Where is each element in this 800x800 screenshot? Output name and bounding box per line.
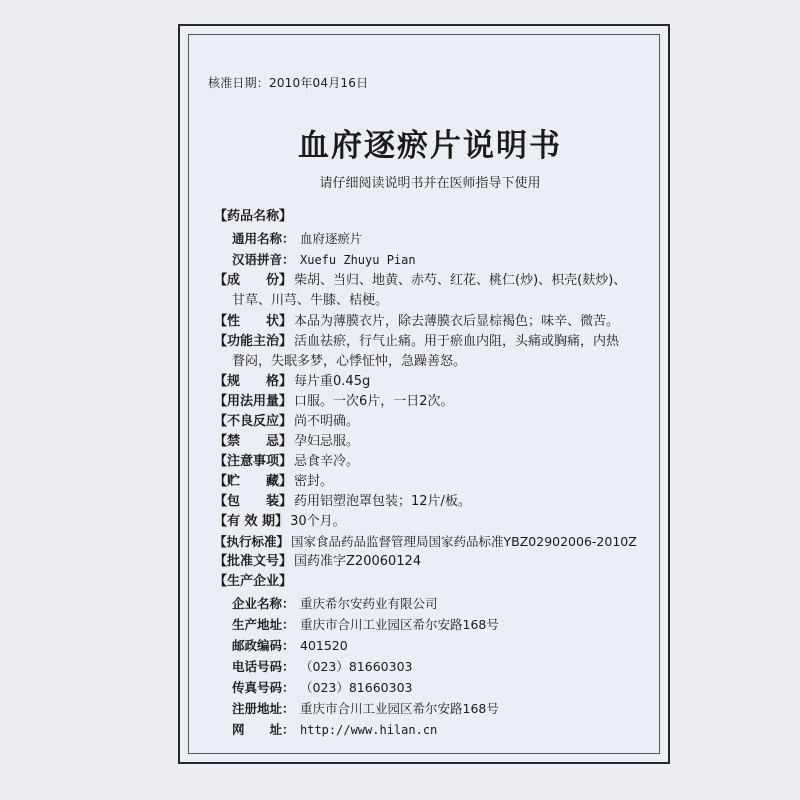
field-label: 注册地址：: [232, 701, 295, 716]
section-dosage: [214, 393, 454, 411]
registered-address-row: [232, 700, 499, 718]
section-header: 【批准文号】: [214, 554, 293, 569]
section-value: 30个月。: [290, 514, 346, 529]
section-header: 【用法用量】: [214, 394, 293, 409]
section-properties: [214, 313, 619, 331]
document-title: 血府逐瘀片说明书: [298, 128, 562, 164]
field-label: 电话号码：: [232, 659, 295, 674]
section-manufacturer: [214, 573, 292, 591]
field-value: Xuefu Zhuyu Pian: [300, 253, 416, 267]
section-header: 【性 状】: [214, 314, 293, 329]
section-precautions: [214, 453, 359, 471]
section-packaging: [214, 493, 471, 511]
postcode-row: [232, 637, 348, 655]
field-value: 血府逐瘀片: [300, 231, 363, 246]
section-standard: [214, 533, 637, 551]
section-value: 药用铝塑泡罩包装；12片/板。: [294, 494, 471, 509]
section-header: 【成 份】: [214, 273, 293, 288]
section-spec: [214, 373, 370, 391]
field-value: 401520: [300, 638, 348, 653]
section-contraindications: [214, 433, 359, 451]
section-header: 【药品名称】: [214, 209, 293, 224]
website-row: [232, 721, 437, 739]
field-label: 邮政编码：: [232, 638, 295, 653]
field-label: 传真号码：: [232, 680, 295, 695]
section-value: 国家食品药品监督管理局国家药品标准YBZ02902006-2010Z: [291, 534, 637, 549]
pinyin-row: [232, 251, 416, 269]
section-ingredients: [214, 272, 626, 290]
section-header: 【贮 藏】: [214, 474, 293, 489]
section-header: 【包 装】: [214, 494, 293, 509]
section-drug-name: [214, 208, 292, 226]
field-label: 企业名称：: [232, 596, 295, 611]
field-value: 重庆市合川工业园区希尔安路168号: [300, 617, 499, 632]
section-header: 【注意事项】: [214, 454, 293, 469]
fax-row: [232, 679, 412, 697]
section-value: 柴胡、当归、地黄、赤芍、红花、桃仁(炒)、枳壳(麸炒)、: [294, 273, 627, 288]
ingredients-continuation: 甘草、川芎、牛膝、桔梗。: [232, 293, 389, 308]
section-header: 【不良反应】: [214, 414, 293, 429]
section-indications: [214, 333, 619, 351]
document-subtitle: 请仔细阅读说明书并在医师指导下使用: [319, 176, 541, 191]
phone-row: [232, 658, 412, 676]
section-value: 活血祛瘀，行气止痛。用于瘀血内阻，头痛或胸痛，内热: [294, 334, 620, 349]
section-value: 每片重0.45g: [294, 374, 371, 389]
section-header: 【执行标准】: [214, 534, 290, 549]
indications-continuation: 瞀闷，失眠多梦，心悸怔忡，急躁善怒。: [232, 354, 467, 369]
section-header: 【生产企业】: [214, 574, 293, 589]
section-value: 口服。一次6片，一日2次。: [294, 394, 454, 409]
section-storage: [214, 473, 333, 491]
field-label: 网 址：: [232, 722, 295, 737]
section-approval-number: [214, 553, 421, 571]
section-header: 【规 格】: [214, 374, 293, 389]
field-label: 汉语拼音：: [232, 252, 295, 267]
section-adverse: [214, 413, 359, 431]
website-link: http://www.hilan.cn: [300, 723, 438, 737]
address-row: [232, 616, 499, 634]
section-header: 【禁 忌】: [214, 434, 293, 449]
field-value: 重庆希尔安药业有限公司: [300, 596, 438, 611]
section-header: 【功能主治】: [214, 334, 293, 349]
section-validity: [214, 513, 346, 531]
field-label: 通用名称：: [232, 231, 295, 246]
field-label: 生产地址：: [232, 617, 295, 632]
section-value: 本品为薄膜衣片，除去薄膜衣后显棕褐色；味辛、微苦。: [294, 314, 620, 329]
section-value: 密封。: [294, 474, 334, 489]
generic-name-row: [232, 230, 363, 248]
field-value: （023）81660303: [300, 680, 413, 695]
section-header: 【有 效 期】: [214, 514, 289, 529]
section-value: 尚不明确。: [294, 414, 360, 429]
company-row: [232, 595, 438, 613]
field-value: （023）81660303: [300, 659, 413, 674]
section-value: 国药准字Z20060124: [294, 554, 422, 569]
section-value: 孕妇忌服。: [294, 434, 360, 449]
section-value: 忌食辛冷。: [294, 454, 360, 469]
approval-date: 核准日期：2010年04月16日: [208, 76, 369, 90]
field-value: 重庆市合川工业园区希尔安路168号: [300, 701, 499, 716]
